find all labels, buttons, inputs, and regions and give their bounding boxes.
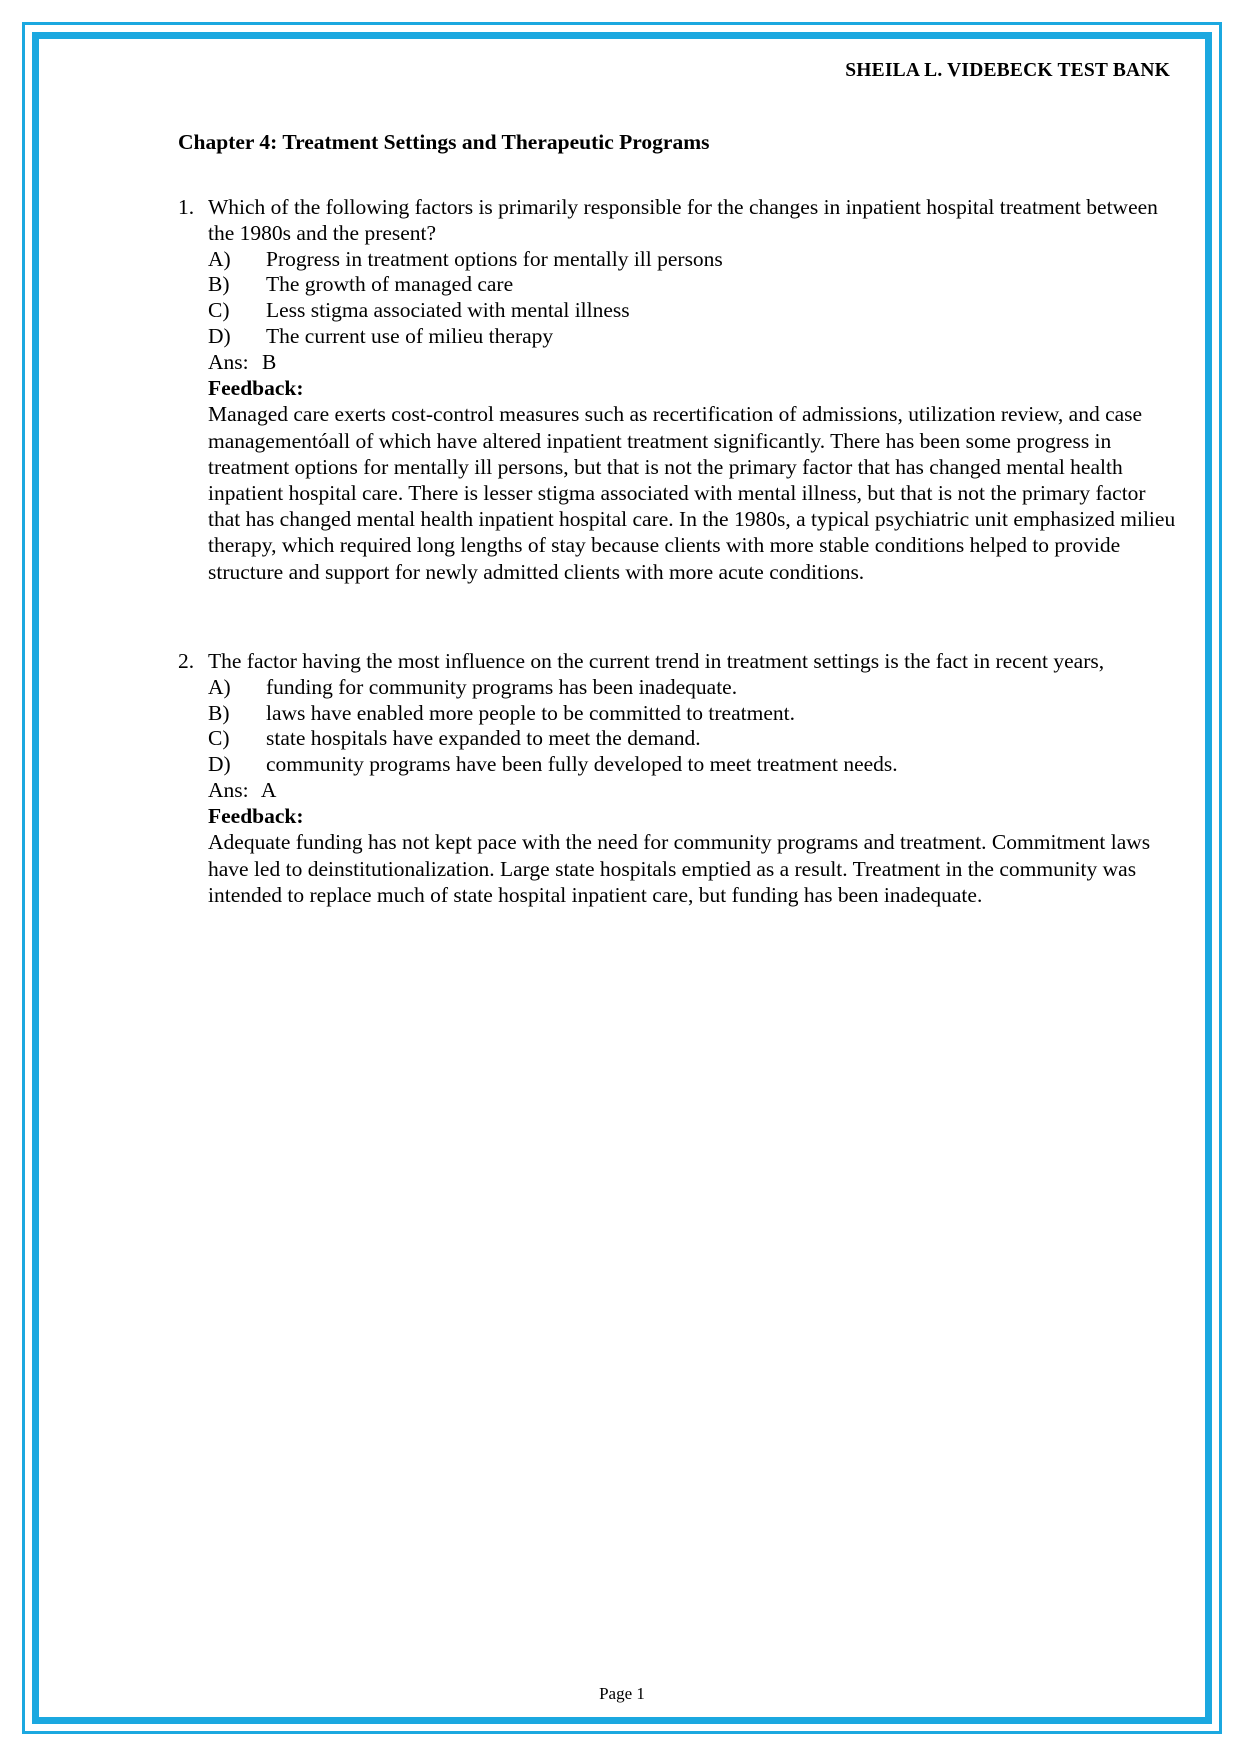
option-text: The current use of milieu therapy: [266, 323, 554, 348]
option-letter: C): [208, 726, 230, 751]
answer-option[interactable]: [208, 272, 1178, 298]
answer-label: Ans:: [208, 349, 249, 374]
page-footer: [66, 1684, 1178, 1704]
question-number: 1.: [178, 195, 195, 219]
feedback-label: Feedback:: [208, 375, 304, 400]
answer-option[interactable]: [208, 726, 1178, 752]
answer-option[interactable]: [208, 247, 1178, 273]
answer-option[interactable]: [208, 675, 1178, 701]
option-text: state hospitals have expanded to meet the demand.: [266, 726, 701, 751]
answer-value: B: [262, 349, 277, 374]
question-block: [178, 649, 1178, 908]
option-text: The growth of managed care: [266, 272, 514, 297]
option-letter: B): [208, 272, 230, 297]
question-stem-line: [178, 195, 1178, 247]
feedback-text: Adequate funding has not kept pace with the need for community programs and treatment. Commitment laws have led to deinstitutionalization. Large state hospitals emptied as a result. Treatment in the community was intended to replace much of state hospital inpatient care, but funding has been inadequate.: [208, 830, 1151, 907]
answer-option[interactable]: [208, 701, 1178, 727]
answer-option[interactable]: [208, 298, 1178, 324]
running-head: SHEILA L. VIDEBECK TEST BANK: [845, 60, 1170, 81]
option-text: laws have enabled more people to be committed to treatment.: [266, 700, 795, 725]
question-number: 2.: [178, 648, 195, 673]
option-text: community programs have been fully developed to meet treatment needs.: [266, 752, 898, 777]
option-letter: A): [208, 674, 231, 699]
chapter-title: Chapter 4: Treatment Settings and Therapeutic Programs: [178, 130, 710, 154]
option-text: Less stigma associated with mental illness: [266, 298, 630, 323]
answer-label: Ans:: [208, 777, 249, 802]
answer-option[interactable]: [208, 324, 1178, 350]
option-letter: B): [208, 700, 230, 725]
question-stem: Which of the following factors is primarily responsible for the changes in inpatient hospital treatment between the 1980s and the present?: [208, 195, 1158, 245]
feedback-label: Feedback:: [208, 803, 304, 828]
feedback-text: Managed care exerts cost-control measures such as recertification of admissions, utilization review, and case managementóall of which have altered inpatient treatment significantly. There has been some progress in treatment options for mentally ill persons, but that is not the primary factor that has changed mental health inpatient hospital care. There is lesser stigma associated with mental illness, but that is not the primary factor that has changed mental health inpatient hospital care. In the 1980s, a typical psychiatric unit emphasized milieu therapy, which required long lengths of stay because clients with more stable conditions helped to provide structure and support for newly admitted clients with more acute conditions.: [208, 402, 1176, 584]
question-stem-line: [178, 649, 1178, 675]
option-letter: A): [208, 246, 231, 271]
question-block: [178, 195, 1178, 585]
option-letter: C): [208, 298, 230, 323]
answer-value: A: [260, 777, 277, 802]
page-number: Page 1: [599, 1684, 645, 1703]
option-letter: D): [208, 752, 231, 777]
page-content: [66, 50, 1178, 1704]
option-text: Progress in treatment options for mentally ill persons: [266, 246, 723, 271]
option-text: funding for community programs has been inadequate.: [266, 674, 738, 699]
answer-line: [208, 350, 1178, 376]
question-stem: The factor having the most influence on the current trend in treatment settings is the fact in recent years,: [208, 648, 1105, 673]
option-letter: D): [208, 323, 231, 348]
answer-option[interactable]: [208, 752, 1178, 778]
answer-line: [208, 778, 1178, 804]
